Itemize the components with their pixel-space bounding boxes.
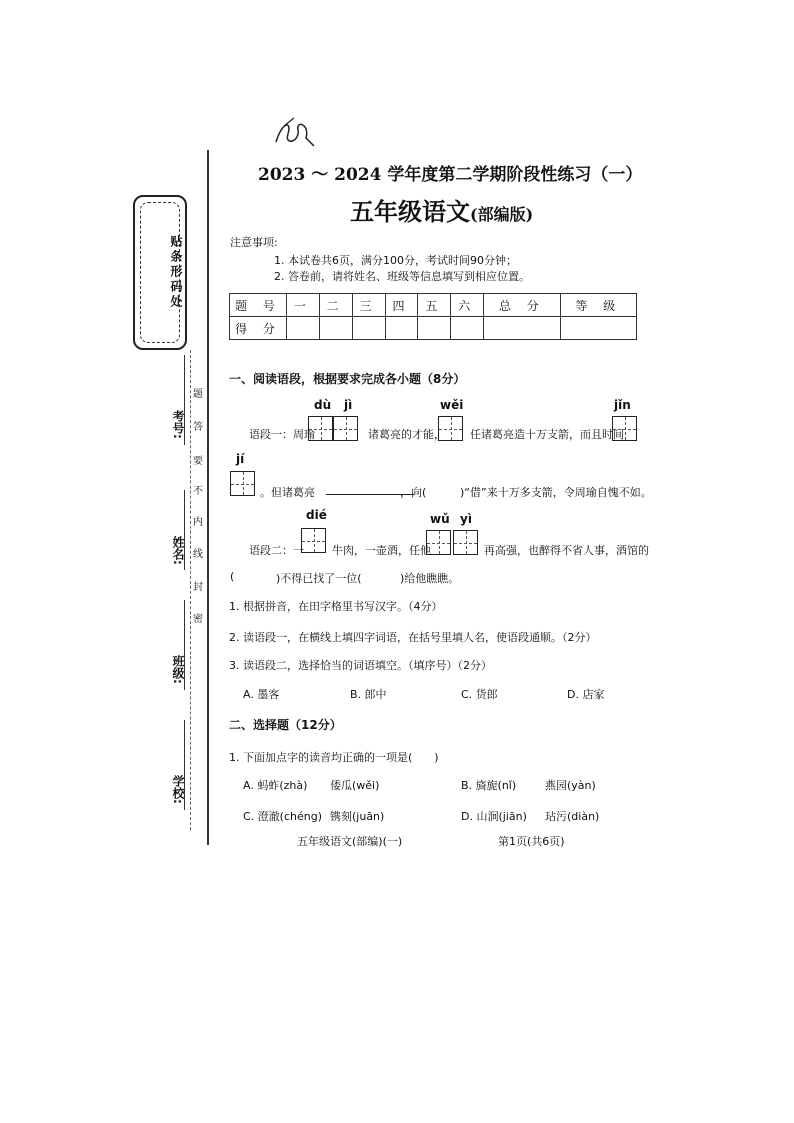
table-cell: 得 分 (230, 317, 287, 340)
pinyin-label: jǐn (614, 398, 631, 412)
seal-char: 内 (193, 517, 203, 528)
option-a: A. 墨客 (243, 688, 280, 701)
footer-subject: 五年级语文(部编)(一) (297, 835, 403, 848)
seal-char: 封 (193, 582, 203, 593)
seal-line (190, 350, 191, 830)
choice-b-1: B. 旖旎(nǐ) (461, 779, 517, 792)
table-cell: 四 (385, 294, 418, 317)
section-2-heading: 二、选择题（12分） (229, 718, 342, 732)
passage-1-text: 诸葛亮的才能， (368, 428, 445, 441)
table-cell: 三 (352, 294, 385, 317)
passage-2-text: 再高强，也醉得不省人事，酒馆的 (484, 544, 649, 557)
choice-c-1: C. 澄澈(chéng) (243, 810, 322, 823)
choice-d-2: 玷污(diàn) (545, 810, 600, 823)
score-cell[interactable] (451, 317, 484, 340)
footer-page-number: 第1页(共6页) (498, 835, 565, 848)
table-cell: 二 (319, 294, 352, 317)
passage-2-text: 语段二：一 (249, 544, 304, 557)
table-cell: 六 (451, 294, 484, 317)
score-table (229, 293, 637, 340)
question-2-1: 1. 下面加点字的读音均正确的一项是( ) (229, 751, 439, 764)
tianzige-box[interactable] (438, 416, 463, 441)
tianzige-box[interactable] (301, 528, 326, 553)
option-b: B. 郎中 (350, 688, 387, 701)
choice-d-1: D. 山涧(jiān) (461, 810, 527, 823)
choice-c-2: 镌刻(juān) (330, 810, 385, 823)
table-cell: 一 (287, 294, 320, 317)
passage-1-text: 语段一：周瑜 (249, 428, 315, 441)
choice-b-2: 燕园(yàn) (545, 779, 596, 792)
table-cell: 题 号 (230, 294, 287, 317)
question-1-3: 3. 读语段二，选择恰当的词语填空。（填序号）（2分） (229, 659, 492, 672)
score-cell[interactable] (484, 317, 560, 340)
exam-number-line (184, 355, 185, 445)
seal-char: 答 (193, 422, 203, 433)
notice-item: 2. 答卷前，请将姓名、班级等信息填写到相应位置。 (274, 270, 530, 283)
seal-char: 不 (193, 486, 203, 497)
name-line (184, 490, 185, 570)
table-cell: 五 (418, 294, 451, 317)
passage-1-text: ，向( (400, 486, 427, 499)
option-c: C. 货郎 (461, 688, 498, 701)
score-table-score-row (230, 317, 637, 340)
seal-char: 线 (193, 549, 203, 560)
pinyin-label: dù (314, 398, 332, 412)
seal-char: 密 (193, 614, 203, 625)
choice-a-1: A. 蚂蚱(zhà) (243, 779, 308, 792)
class-line (184, 600, 185, 690)
tianzige-box[interactable] (308, 416, 333, 441)
tianzige-box[interactable] (426, 530, 451, 555)
passage-1-text: 任诸葛亮造十万支箭，而且时间 (470, 428, 624, 441)
score-table-header-row (230, 294, 637, 317)
tianzige-box[interactable] (230, 471, 255, 496)
notice-item: 1. 本试卷共6页，满分100分，考试时间90分钟； (274, 254, 517, 267)
score-cell[interactable] (287, 317, 320, 340)
passage-2-text: ( (230, 570, 235, 583)
pinyin-label: jì (344, 398, 353, 412)
score-cell[interactable] (319, 317, 352, 340)
tianzige-box[interactable] (333, 416, 358, 441)
school-line (184, 720, 185, 810)
score-cell[interactable] (385, 317, 418, 340)
passage-1-text: 。但诸葛亮 (260, 486, 315, 499)
barcode-area-label: 贴条形码处 (169, 235, 183, 310)
passage-2-text: )不得已找了一位( (276, 572, 362, 585)
barcode-area (133, 195, 187, 350)
tianzige-box[interactable] (453, 530, 478, 555)
score-cell[interactable] (418, 317, 451, 340)
exam-title: 2023 ～ 2024 学年度第二学期阶段性练习（一） (258, 165, 643, 185)
section-1-heading: 一、阅读语段，根据要求完成各小题（8分） (229, 372, 466, 386)
score-cell[interactable] (560, 317, 636, 340)
pinyin-label: jí (236, 452, 245, 466)
pinyin-label: dié (306, 508, 327, 522)
question-1-2: 2. 读语段一，在横线上填四字词语，在括号里填人名，使语段通顺。（2分） (229, 631, 597, 644)
seal-char: 题 (193, 389, 203, 400)
question-1-1: 1. 根据拼音，在田字格里书写汉字。（4分） (229, 600, 443, 613)
passage-1-text: )“借”来十万多支箭，令周瑜自愧不如。 (460, 486, 652, 499)
name-label: 姓名: (171, 536, 185, 565)
passage-2-text: )给他瞧瞧。 (400, 572, 460, 585)
table-cell: 等 级 (560, 294, 636, 317)
tianzige-box[interactable] (612, 416, 637, 441)
notice-heading: 注意事项: (230, 236, 278, 249)
pinyin-label: wǔ (430, 512, 450, 526)
pinyin-label: wěi (440, 398, 464, 412)
subject-label: 五年级语文 (350, 197, 470, 226)
edition-label: (部编版) (470, 205, 534, 224)
exam-number-label: 考号: (171, 410, 185, 439)
page-divider (207, 150, 209, 845)
school-label: 学校: (171, 775, 185, 804)
table-cell: 总 分 (484, 294, 560, 317)
option-d: D. 店家 (567, 688, 605, 701)
score-cell[interactable] (352, 317, 385, 340)
handwritten-scribble (270, 112, 322, 152)
pinyin-label: yì (460, 512, 472, 526)
seal-char: 要 (193, 456, 203, 467)
choice-a-2: 倭瓜(wěi) (330, 779, 380, 792)
class-label: 班级: (171, 655, 185, 684)
exam-subtitle (350, 192, 533, 227)
passage-2-text: 牛肉，一壶酒，任他 (332, 544, 431, 557)
